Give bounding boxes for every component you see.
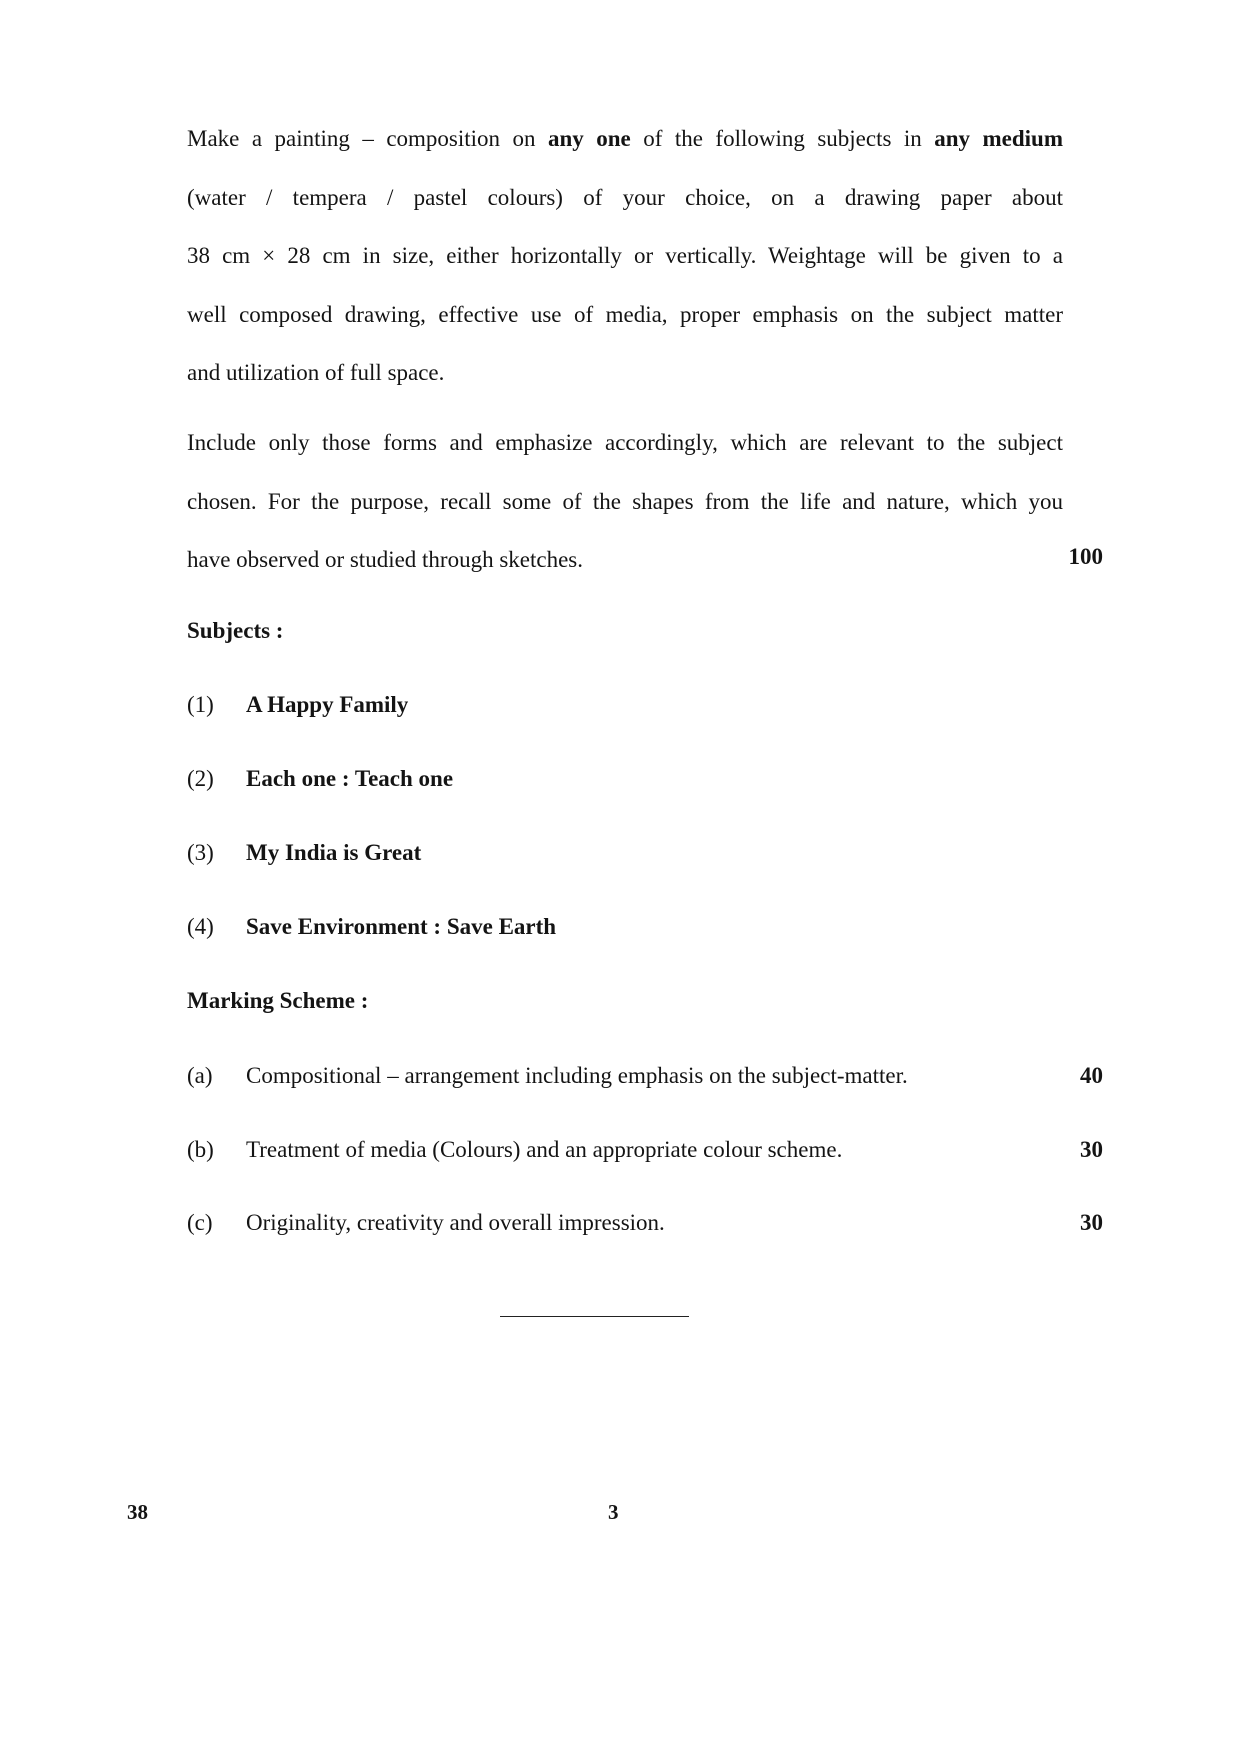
marking-scheme-heading: Marking Scheme : <box>187 988 369 1013</box>
marking-letter: (c) <box>187 1210 213 1235</box>
text-run: Make a painting – composition on <box>187 126 548 151</box>
subject-title: Each one : Teach one <box>246 766 454 791</box>
marking-item <box>187 1137 842 1163</box>
marking-letter: (b) <box>187 1137 214 1162</box>
instructions-line: Include only those forms and emphasize accordingly, which are relevant to the subject <box>187 430 1063 455</box>
emphasis-any-medium: any medium <box>934 126 1064 151</box>
instructions-line: have observed or studied through sketches. <box>187 547 584 572</box>
subject-number: (4) <box>187 914 214 939</box>
subject-title: Save Environment : Save Earth <box>246 914 557 939</box>
marking-criterion: Originality, creativity and overall impression. <box>246 1210 665 1235</box>
marking-marks: 30 <box>1080 1137 1103 1162</box>
subject-item <box>187 766 453 792</box>
text-run: of the following subjects in <box>630 126 935 151</box>
marking-marks: 40 <box>1080 1063 1103 1088</box>
subject-number: (2) <box>187 766 214 791</box>
instructions-line: and utilization of full space. <box>187 360 445 385</box>
page-number: 3 <box>608 1500 619 1524</box>
subject-item <box>187 692 408 718</box>
marking-marks: 30 <box>1080 1210 1103 1235</box>
emphasis-any-one: any one <box>547 126 631 151</box>
subject-item <box>187 914 556 940</box>
paper-code: 38 <box>127 1500 148 1524</box>
marking-letter: (a) <box>187 1063 213 1088</box>
subject-title: A Happy Family <box>246 692 409 717</box>
instructions-line: (water / tempera / pastel colours) of your choice, on a drawing paper about <box>187 184 1063 210</box>
total-marks: 100 <box>1068 544 1103 569</box>
subject-title: My India is Great <box>246 840 422 865</box>
subject-number: (1) <box>187 692 214 717</box>
subject-number: (3) <box>187 840 214 865</box>
instructions-line: 38 cm × 28 cm in size, either horizontally or vertically. Weightage will be given to a <box>187 243 1063 268</box>
marking-criterion: Treatment of media (Colours) and an appropriate colour scheme. <box>246 1137 843 1162</box>
instructions-paragraph-1 <box>187 110 1063 403</box>
subject-item <box>187 840 421 866</box>
instructions-paragraph-2 <box>187 414 1063 590</box>
end-divider <box>500 1316 689 1317</box>
marking-criterion: Compositional – arrangement including emphasis on the subject-matter. <box>246 1063 908 1088</box>
instructions-line <box>187 110 1063 169</box>
instructions-line: chosen. For the purpose, recall some of the shapes from the life and nature, which you <box>187 488 1063 514</box>
instructions-line: well composed drawing, effective use of media, proper emphasis on the subject matter <box>187 301 1063 327</box>
marking-item <box>187 1063 908 1089</box>
subjects-heading: Subjects : <box>187 618 284 643</box>
marking-item <box>187 1210 665 1236</box>
